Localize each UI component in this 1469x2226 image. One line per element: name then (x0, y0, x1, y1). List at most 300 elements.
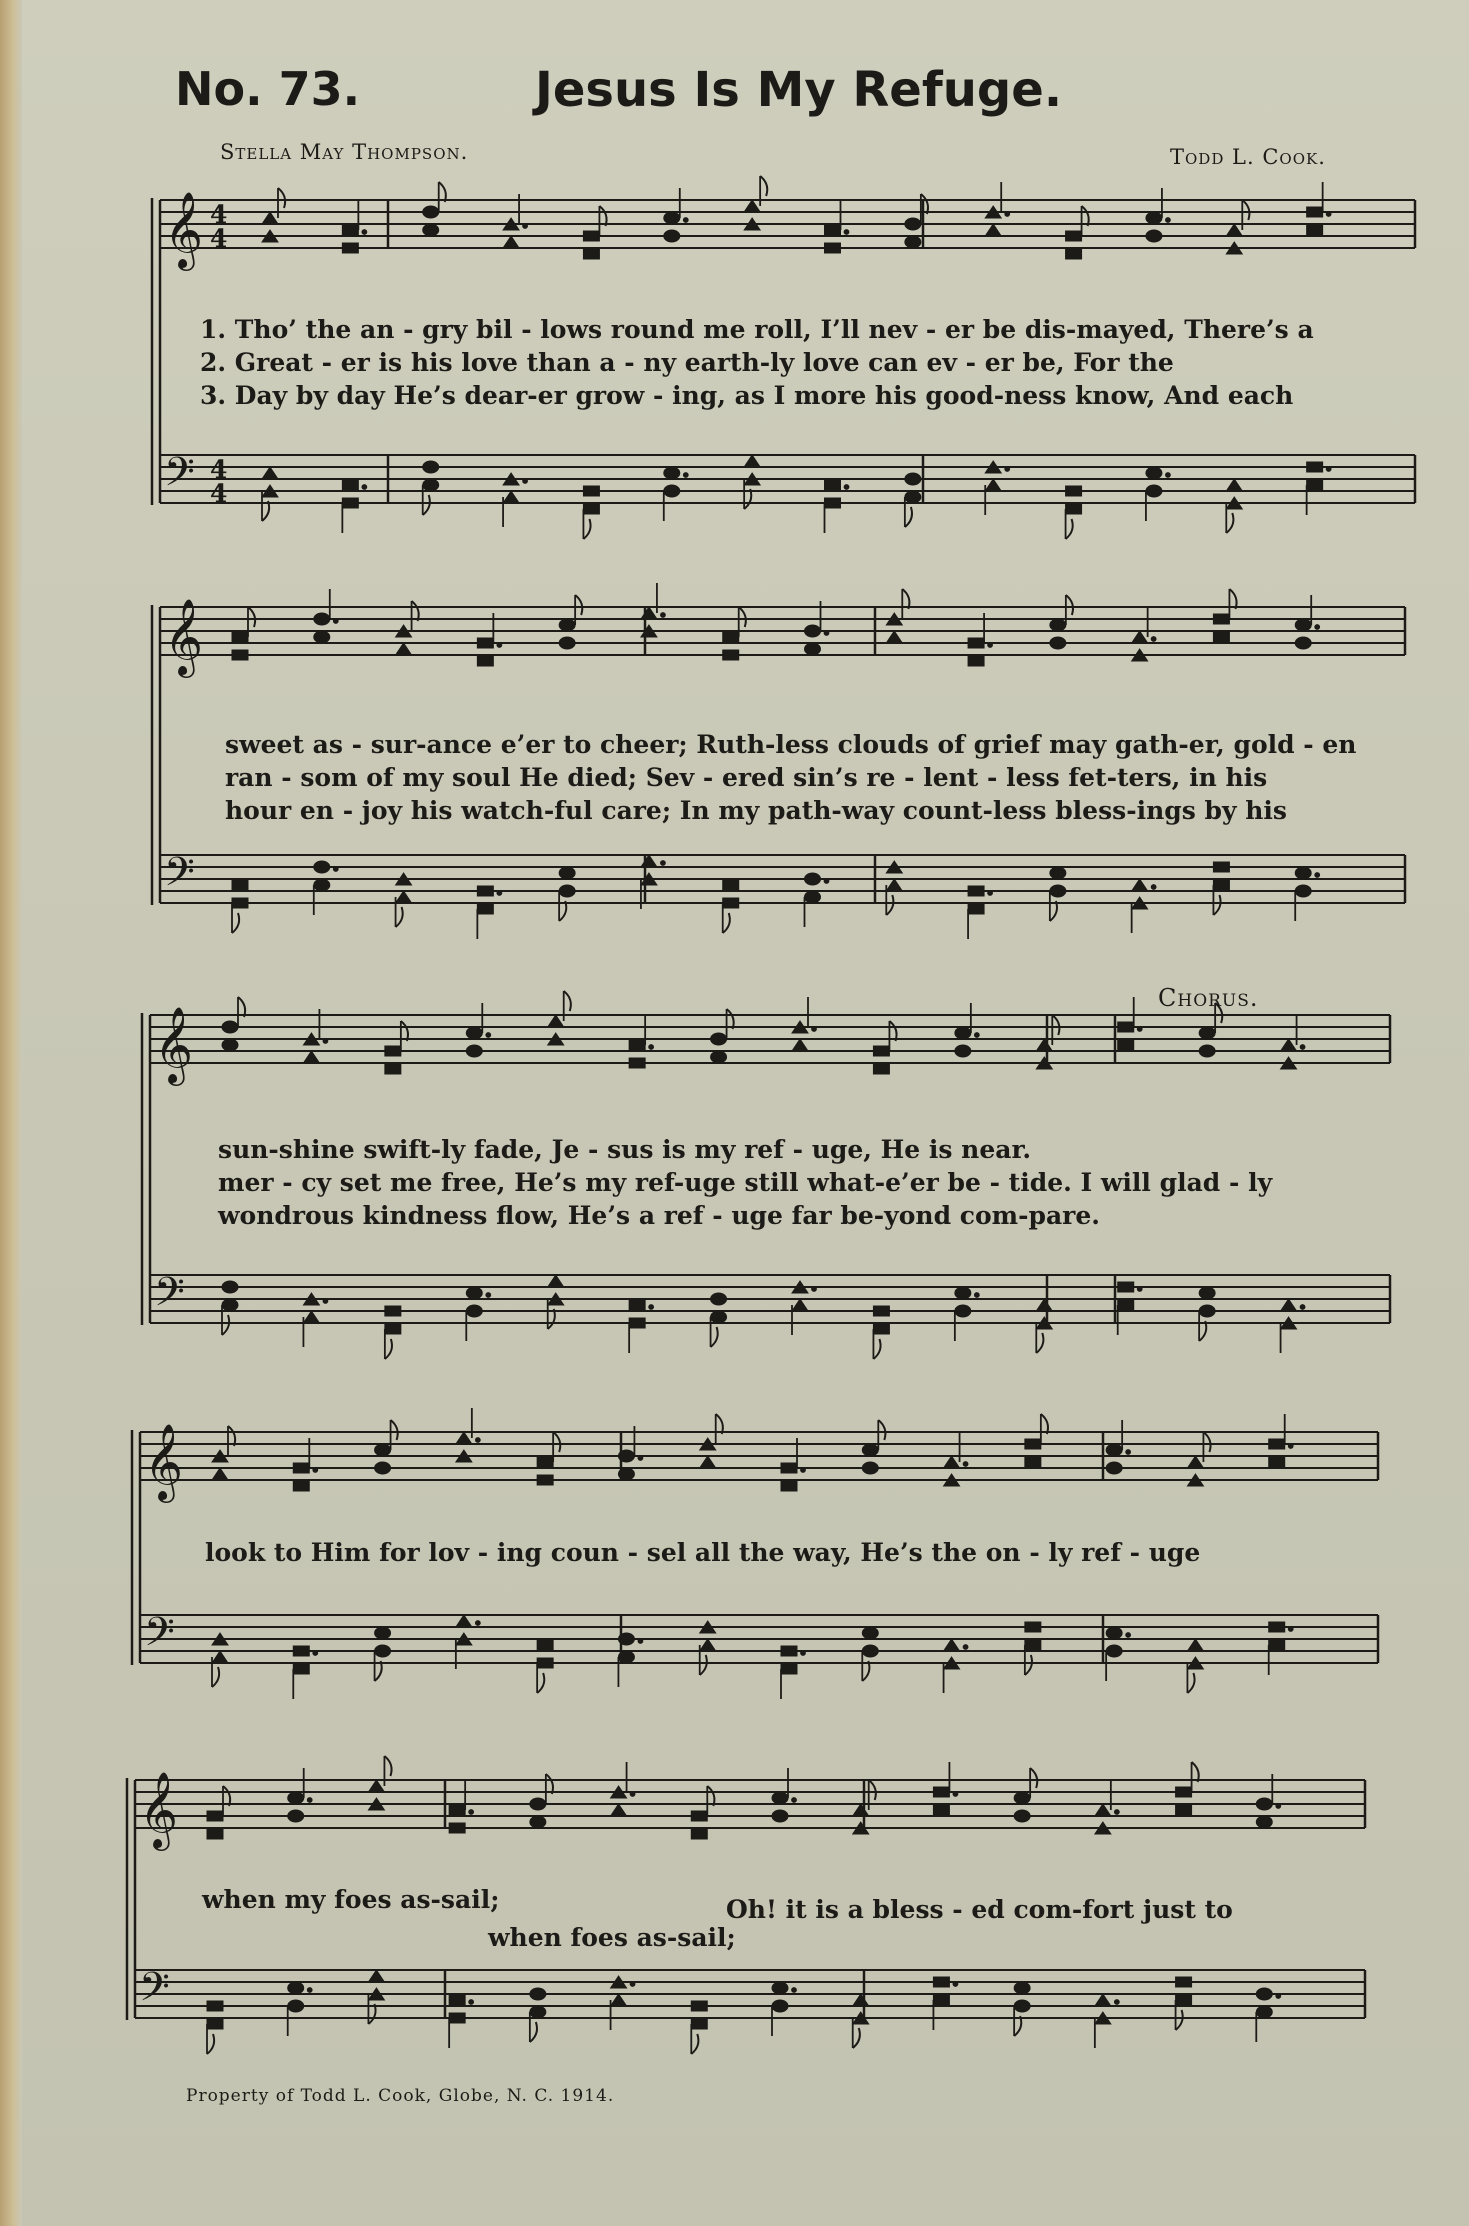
shape-note-head (955, 1027, 971, 1039)
dot (1326, 467, 1331, 472)
dot (1326, 212, 1331, 217)
note-flag (873, 1339, 880, 1359)
shape-note-head (583, 249, 599, 259)
shape-note-head (537, 1457, 553, 1467)
bass-clef-4: 𝄢 (144, 1609, 175, 1665)
time-sig-bass-bottom: 4 (210, 479, 228, 508)
dot (1315, 873, 1320, 878)
dot (630, 1982, 635, 1987)
chorus-label: Chorus. (1158, 984, 1259, 1012)
shape-note-head (537, 1640, 553, 1650)
shape-note-head (873, 1324, 889, 1334)
shape-note-head (583, 504, 599, 514)
dot (313, 1468, 318, 1473)
shape-note-head (1295, 867, 1311, 879)
shape-note-head (559, 619, 575, 631)
lyric-line-2-verse-1: sweet as - sur-ance e’er to cheer; Ruth-less clouds of grief may gath-er, gold - en (225, 730, 1357, 759)
shape-note-head (723, 632, 739, 642)
treble-clef-2: 𝄞 (164, 598, 204, 675)
shape-note-head (611, 1804, 627, 1816)
shape-note-head (1269, 1640, 1285, 1650)
shape-note-head (1176, 1995, 1192, 2005)
lyric-line-2-verse-3: hour en - joy his watch-ful care; In my path-way count-less bless-ings by his (225, 796, 1287, 825)
lyric-line-1-verse-3: 3. Day by day He’s dear-er grow - ing, as I more his good-ness know, And each (200, 381, 1294, 410)
time-sig-treble-bottom: 4 (210, 224, 228, 253)
shape-note-head (288, 1792, 304, 1804)
dot (844, 485, 849, 490)
dot (988, 891, 993, 896)
shape-note-head (583, 231, 599, 241)
shape-note-head (944, 1639, 960, 1651)
shape-note-head (1066, 486, 1082, 496)
shape-note-head (232, 632, 248, 642)
dot (1151, 637, 1156, 642)
shape-note-head (618, 1468, 634, 1480)
dot (469, 1810, 474, 1815)
shape-note-head (477, 886, 493, 896)
dot (1288, 1444, 1293, 1449)
treble-clef-1: 𝄞 (164, 191, 204, 268)
shape-note-head (968, 638, 984, 648)
shape-note-head (477, 638, 493, 648)
shape-note-head (862, 1444, 878, 1456)
shape-note-head (477, 656, 493, 666)
shape-note-head (1050, 867, 1066, 879)
dot (307, 1988, 312, 1993)
shape-note-head (1118, 1022, 1134, 1032)
shape-note-head (792, 1299, 808, 1311)
shape-note-head (1269, 1439, 1285, 1449)
dot (683, 473, 688, 478)
shape-note-head (1066, 249, 1082, 259)
shape-note-head (641, 607, 657, 619)
note-flag (423, 495, 430, 515)
bass-clef-5: 𝄢 (139, 1964, 170, 2020)
bass-clef-2: 𝄢 (164, 849, 195, 905)
shape-note-head (1187, 1456, 1203, 1468)
dot (649, 1305, 654, 1310)
shape-note-head (664, 467, 680, 479)
shape-note-head (1146, 485, 1162, 497)
shape-note-head (1281, 1299, 1297, 1311)
shape-note-head (1106, 1645, 1122, 1657)
note-flag (711, 1327, 718, 1347)
shape-note-head (1132, 631, 1148, 643)
note-flag (530, 2022, 537, 2042)
shape-note-head (700, 1456, 716, 1468)
shape-note-head (385, 1306, 401, 1316)
shape-note-head (375, 1444, 391, 1456)
bass-clef-3: 𝄢 (154, 1269, 185, 1325)
shape-note-head (772, 1982, 788, 1994)
dot (1166, 218, 1171, 223)
shape-note-head (1256, 1988, 1272, 2000)
shape-note-head (1014, 1792, 1030, 1804)
note-flag (760, 176, 767, 196)
shape-note-head (781, 1646, 797, 1656)
shape-note-head (1307, 225, 1323, 235)
shape-note-head (207, 1811, 223, 1821)
dot (1005, 467, 1010, 472)
shape-note-head (862, 1462, 878, 1474)
shape-note-head (1146, 212, 1162, 224)
shape-note-head (1132, 879, 1148, 891)
shape-note-head (641, 855, 657, 867)
shape-note-head (466, 1287, 482, 1299)
shape-note-head (629, 1318, 645, 1328)
shape-note-head (905, 491, 921, 503)
shape-note-head (314, 631, 330, 643)
shape-note-head (955, 1287, 971, 1299)
shape-note-head (212, 1468, 228, 1480)
shape-note-head (711, 1293, 727, 1305)
shape-note-head (611, 1994, 627, 2006)
shape-note-head (1095, 1994, 1111, 2006)
dot (1114, 2000, 1119, 2005)
shape-note-head (449, 1805, 465, 1815)
hymn-number: No. 73. (175, 62, 361, 116)
time-sig-treble-top: 4 (210, 200, 228, 229)
shape-note-head (1187, 1639, 1203, 1651)
shape-note-head (1307, 480, 1323, 490)
note-flag (396, 907, 403, 927)
dot (475, 1438, 480, 1443)
note-flag (207, 2034, 214, 2054)
shape-note-head (303, 1051, 319, 1063)
note-flag (1203, 1432, 1210, 1452)
shape-note-head (944, 1456, 960, 1468)
shape-note-head (873, 1046, 889, 1056)
dot (333, 619, 338, 624)
shape-note-head (232, 898, 248, 908)
dot (1137, 1027, 1142, 1032)
shape-note-head (618, 1633, 634, 1645)
shape-note-head (288, 1982, 304, 1994)
shape-note-head (222, 1039, 238, 1051)
dot (844, 230, 849, 235)
shape-note-head (723, 650, 739, 660)
note-flag (222, 1315, 229, 1335)
shape-note-head (503, 491, 519, 503)
note-flag (853, 2028, 860, 2048)
shape-note-head (375, 1645, 391, 1657)
shape-note-head (1025, 1622, 1041, 1632)
shape-note-head (466, 1027, 482, 1039)
shape-note-head (456, 1615, 472, 1627)
dot (638, 1456, 643, 1461)
shape-note-head (825, 243, 841, 253)
shape-note-head (288, 1810, 304, 1822)
shape-note-head (723, 898, 739, 908)
lyric-line-3-verse-3: wondrous kindness flow, He’s a ref - uge far be-yond com-pare. (218, 1201, 1100, 1230)
dot (812, 1027, 817, 1032)
shape-note-head (232, 650, 248, 660)
shape-note-head (700, 1639, 716, 1651)
shape-note-head (1118, 1282, 1134, 1292)
shape-note-head (537, 1658, 553, 1668)
note-flag (1025, 1655, 1032, 1675)
note-flag (1176, 2010, 1183, 2030)
shape-note-head (905, 236, 921, 248)
dot (974, 1033, 979, 1038)
shape-note-head (1226, 479, 1242, 491)
shape-note-head (1199, 1287, 1215, 1299)
dot (497, 643, 502, 648)
shape-note-head (1050, 637, 1066, 649)
shape-note-head (1213, 614, 1229, 624)
dot (313, 1651, 318, 1656)
note-flag (1242, 200, 1249, 220)
note-flag (1030, 1768, 1037, 1788)
dot (333, 867, 338, 872)
shape-note-head (933, 1995, 949, 2005)
note-flag (1187, 1673, 1194, 1693)
dot (1300, 1045, 1305, 1050)
dot (649, 1045, 654, 1050)
lyric-line-2-verse-2: ran - som of my soul He died; Sev - ered sin’s re - lent - less fet-ters, in his (225, 763, 1268, 792)
shape-note-head (711, 1033, 727, 1045)
shape-note-head (222, 1021, 238, 1033)
shape-note-head (1118, 1040, 1134, 1050)
note-flag (385, 1339, 392, 1359)
shape-note-head (396, 891, 412, 903)
dot (661, 613, 666, 618)
dot (638, 1639, 643, 1644)
shape-note-head (503, 236, 519, 248)
shape-note-head (711, 1311, 727, 1323)
time-sig-bass-top: 4 (210, 455, 228, 484)
shape-note-head (342, 498, 358, 508)
lyric-line-5-b: Oh! it is a bless - ed com-fort just to (726, 1895, 1233, 1924)
shape-note-head (691, 2019, 707, 2029)
shape-note-head (664, 230, 680, 242)
shape-note-head (1256, 2006, 1272, 2018)
note-flag (575, 595, 582, 615)
shape-note-head (1025, 1457, 1041, 1467)
shape-note-head (293, 1664, 309, 1674)
shape-note-head (1106, 1444, 1122, 1456)
dot (1151, 885, 1156, 890)
dot (1276, 1994, 1281, 1999)
shape-note-head (933, 1977, 949, 1987)
note-flag (391, 1420, 398, 1440)
lyric-line-5-c: when foes as-sail; (488, 1923, 736, 1952)
treble-clef-4: 𝄞 (144, 1423, 184, 1500)
shape-note-head (262, 212, 278, 224)
shape-note-head (691, 2001, 707, 2011)
shape-note-head (303, 1311, 319, 1323)
dot (1126, 1450, 1131, 1455)
shape-note-head (1095, 1804, 1111, 1816)
note-flag (1066, 519, 1073, 539)
dot (323, 1039, 328, 1044)
dot (523, 479, 528, 484)
shape-note-head (385, 1046, 401, 1056)
shape-note-head (691, 1829, 707, 1839)
author-credit: Stella May Thompson. (220, 140, 469, 164)
note-flag (384, 1756, 391, 1776)
shape-note-head (583, 486, 599, 496)
dot (801, 1468, 806, 1473)
shape-note-head (1226, 224, 1242, 236)
shape-note-head (1199, 1305, 1215, 1317)
dot (683, 218, 688, 223)
shape-note-head (955, 1305, 971, 1317)
dot (362, 230, 367, 235)
dot (497, 891, 502, 896)
dot (307, 1798, 312, 1803)
dot (963, 1462, 968, 1467)
note-flag (691, 2034, 698, 2054)
lyric-line-3-verse-1: sun-shine swift-ly fade, Je - sus is my ref - uge, He is near. (218, 1135, 1032, 1164)
lyric-line-5-a: when my foes as-sail; (202, 1885, 500, 1914)
shape-note-head (1281, 1039, 1297, 1051)
note-flag (537, 1673, 544, 1693)
shape-note-head (375, 1462, 391, 1474)
shape-note-head (805, 643, 821, 655)
note-flag (564, 991, 571, 1011)
shape-note-head (873, 1064, 889, 1074)
shape-note-head (1066, 231, 1082, 241)
shape-note-head (314, 879, 330, 891)
shape-note-head (1256, 1798, 1272, 1810)
dot (486, 1293, 491, 1298)
shape-note-head (905, 473, 921, 485)
note-flag (739, 607, 746, 627)
shape-note-head (781, 1463, 797, 1473)
shape-note-head (781, 1664, 797, 1674)
shape-note-head (466, 1045, 482, 1057)
shape-note-head (449, 1995, 465, 2005)
shape-note-head (1025, 1439, 1041, 1449)
shape-note-head (477, 904, 493, 914)
lyric-line-3-verse-2: mer - cy set me free, He’s my ref-uge still what-e’er be - tide. I will glad - ly (218, 1168, 1273, 1197)
dot (824, 631, 829, 636)
shape-note-head (1146, 467, 1162, 479)
shape-note-head (805, 873, 821, 885)
shape-note-head (1014, 2000, 1030, 2012)
shape-note-head (985, 479, 1001, 491)
note-flag (869, 1780, 876, 1800)
dot (661, 861, 666, 866)
dot (801, 1651, 806, 1656)
shape-note-head (886, 631, 902, 643)
shape-note-head (985, 224, 1001, 236)
shape-note-head (873, 1306, 889, 1316)
dot (1288, 1627, 1293, 1632)
note-flag (1066, 595, 1073, 615)
shape-note-head (342, 480, 358, 490)
shape-note-head (933, 1805, 949, 1815)
dot (824, 879, 829, 884)
shape-note-head (1295, 619, 1311, 631)
shape-note-head (423, 224, 439, 236)
shape-note-head (1176, 1805, 1192, 1815)
shape-note-head (385, 1324, 401, 1334)
dot (486, 1033, 491, 1038)
shape-note-head (629, 1040, 645, 1050)
shape-note-head (1199, 1045, 1215, 1057)
shape-note-head (375, 1627, 391, 1639)
shape-note-head (530, 2006, 546, 2018)
shape-note-head (825, 498, 841, 508)
dot (974, 1293, 979, 1298)
shape-note-head (342, 243, 358, 253)
shape-note-head (825, 225, 841, 235)
shape-note-head (1014, 1982, 1030, 1994)
dot (475, 1621, 480, 1626)
shape-note-head (1199, 1027, 1215, 1039)
dot (1114, 1810, 1119, 1815)
shape-note-head (711, 1051, 727, 1063)
shape-note-head (559, 637, 575, 649)
shape-note-head (1176, 1787, 1192, 1797)
hymn-title: Jesus Is My Refuge. (535, 62, 1063, 118)
shape-note-head (559, 885, 575, 897)
note-flag (278, 188, 285, 208)
note-flag (583, 519, 590, 539)
shape-note-head (232, 880, 248, 890)
shape-note-head (222, 1281, 238, 1293)
shape-note-head (385, 1064, 401, 1074)
shape-note-head (293, 1646, 309, 1656)
shape-note-head (212, 1651, 228, 1663)
shape-note-head (1025, 1640, 1041, 1650)
shape-note-head (853, 1994, 869, 2006)
note-flag (1213, 895, 1220, 915)
note-flag (878, 1420, 885, 1440)
shape-note-head (207, 2019, 223, 2029)
shape-note-head (1213, 632, 1229, 642)
shape-note-head (1307, 462, 1323, 472)
shape-note-head (368, 1970, 384, 1982)
shape-note-head (886, 879, 902, 891)
shape-note-head (1295, 885, 1311, 897)
shape-note-head (862, 1627, 878, 1639)
dot (1005, 212, 1010, 217)
shape-note-head (805, 625, 821, 637)
shape-note-head (744, 455, 760, 467)
dot (1137, 1287, 1142, 1292)
dot (792, 1988, 797, 1993)
shape-note-head (1269, 1457, 1285, 1467)
shape-note-head (288, 2000, 304, 2012)
shape-note-head (530, 1798, 546, 1810)
dot (1300, 1305, 1305, 1310)
bass-clef-1: 𝄢 (164, 449, 195, 505)
shape-note-head (1036, 1039, 1052, 1051)
shape-note-head (293, 1481, 309, 1491)
shape-note-head (968, 904, 984, 914)
shape-note-head (1106, 1462, 1122, 1474)
shape-note-head (968, 656, 984, 666)
shape-note-head (1050, 885, 1066, 897)
shape-note-head (1295, 637, 1311, 649)
shape-note-head (1176, 1977, 1192, 1987)
shape-note-head (449, 1823, 465, 1833)
shape-note-head (559, 867, 575, 879)
shape-note-head (207, 1829, 223, 1839)
shape-note-head (449, 2013, 465, 2023)
shape-note-head (1269, 1622, 1285, 1632)
note-flag (886, 895, 893, 915)
dot (953, 1982, 958, 1987)
note-flag (232, 913, 239, 933)
shape-note-head (772, 1792, 788, 1804)
shape-note-head (1014, 1810, 1030, 1822)
shape-note-head (1146, 230, 1162, 242)
dot (792, 1798, 797, 1803)
